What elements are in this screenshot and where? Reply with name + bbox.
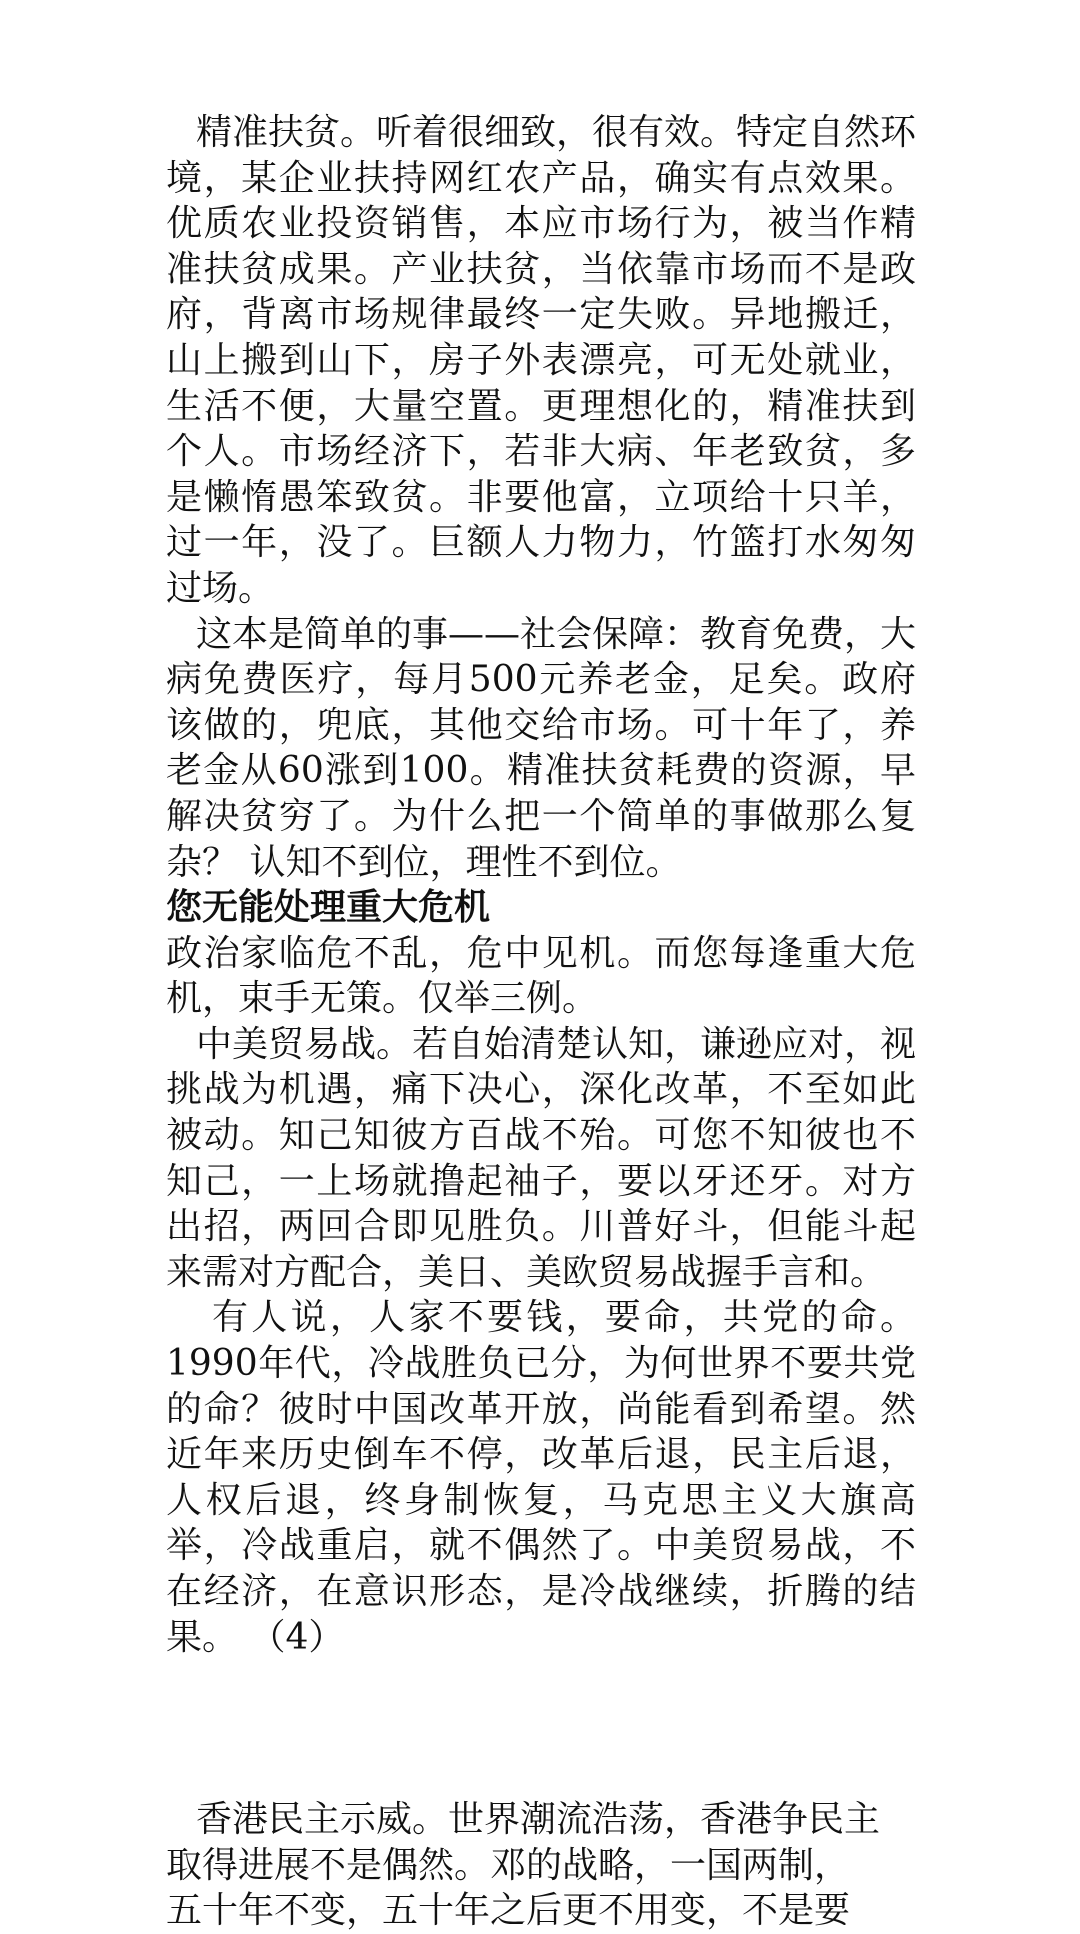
- paragraph-line: 取得进展不是偶然。邓的战略，一国两制，: [166, 1844, 851, 1886]
- paragraph-line: 五十年不变，五十年之后更不用变，不是要: [166, 1890, 851, 1932]
- document-page: [166, 110, 916, 1934]
- paragraph-line: 香港民主示威。世界潮流浩荡，香港争民主: [196, 1799, 881, 1841]
- paragraph-hong-kong: [166, 1797, 916, 1934]
- paragraph-social-security: 这本是简单的事——社会保障：教育免费，大病免费医疗，每月500元养老金，足矣。政府该做的，兜底，其他交给市场。可十年了，养老金从60涨到100。精准扶贫耗费的资源，早解决贫穷了。为什么把一个简单的事做那么复杂？ 认知不到位，理性不到位。: [166, 613, 917, 883]
- page-gap: [166, 1660, 916, 1797]
- paragraph-trade-war: 中美贸易战。若自始清楚认知，谦逊应对，视挑战为机遇，痛下决心，深化改革，不至如此被动。知己知彼方百战不殆。可您不知彼也不知己，一上场就撸起袖子，要以牙还牙。对方出招，两回合即见胜负。川普好斗，但能斗起来需对方配合，美日、美欧贸易战握手言和。: [166, 1023, 917, 1293]
- section-heading: 您无能处理重大危机: [166, 887, 491, 929]
- paragraph-cold-war: 有人说，人家不要钱，要命，共党的命。1990年代，冷战胜负已分，为何世界不要共党的命？彼时中国改革开放，尚能看到希望。然近年来历史倒车不停，改革后退，民主后退，人权后退，终身制恢复，马克思主义大旗高举，冷战重启，就不偶然了。中美贸易战，不在经济，在意识形态，是冷战继续，折腾的结果。 （4）: [166, 1297, 916, 1658]
- paragraph-crisis-intro: 政治家临危不乱，危中见机。而您每逢重大危机，束手无策。仅举三例。: [166, 932, 916, 1020]
- paragraph-poverty-alleviation: 精准扶贫。听着很细致，很有效。特定自然环境，某企业扶持网红农产品，确实有点效果。优质农业投资销售，本应市场行为，被当作精准扶贫成果。产业扶贫，当依靠市场而不是政府，背离市场规律最终一定失败。异地搬迁，山上搬到山下，房子外表漂亮，可无处就业，生活不便，大量空置。更理想化的，精准扶到个人。市场经济下，若非大病、年老致贫，多是懒惰愚笨致贫。非要他富，立项给十只羊，过一年，没了。巨额人力物力，竹篮打水匆匆过场。: [166, 112, 917, 609]
